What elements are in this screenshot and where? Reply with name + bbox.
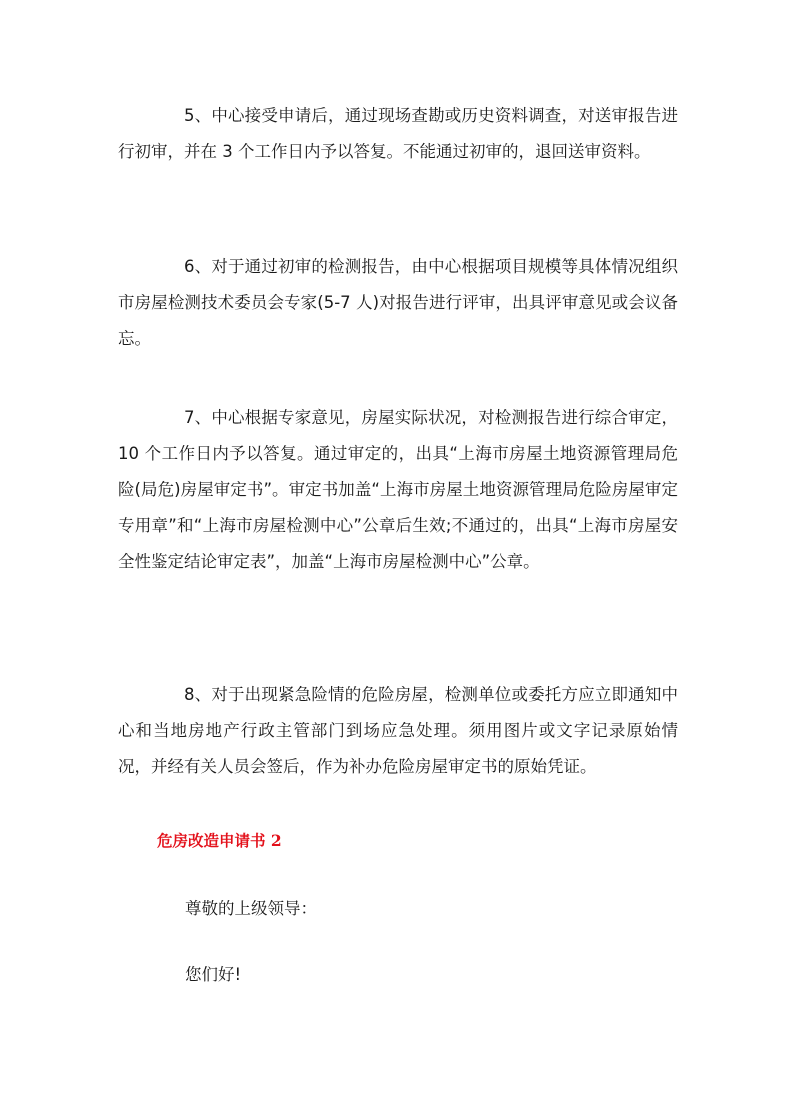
section-title: 危房改造申请书 2	[157, 831, 282, 850]
paragraph-6: 6、对于通过初审的检测报告，由中心根据项目规模等具体情况组织市房屋检测技术委员会专家(5-7 人)对报告进行评审，出具评审意见或会议备忘。	[118, 257, 678, 348]
greeting-line: 尊敬的上级领导：	[185, 899, 317, 918]
salutation-line: 您们好!	[185, 965, 242, 984]
paragraph-7: 7、中心根据专家意见，房屋实际状况，对检测报告进行综合审定，10 个工作日内予以答复。通过审定的，出具“上海市房屋土地资源管理局危险(局危)房屋审定书”。审定书加盖“上海市房屋土地资源管理局危险房屋审定专用章”和“上海市房屋检测中心”公章后生效;不通过的，出具“上海市房屋安全性鉴定结论审定表”，加盖“上海市房屋检测中心”公章。	[118, 408, 678, 571]
paragraph-8: 8、对于出现紧急险情的危险房屋，检测单位或委托方应立即通知中心和当地房地产行政主管部门到场应急处理。须用图片或文字记录原始情况，并经有关人员会签后，作为补办危险房屋审定书的原始凭证。	[118, 685, 678, 776]
paragraph-5: 5、中心接受申请后，通过现场查勘或历史资料调查，对送审报告进行初审，并在 3 个工作日内予以答复。不能通过初审的，退回送审资料。	[118, 106, 678, 161]
